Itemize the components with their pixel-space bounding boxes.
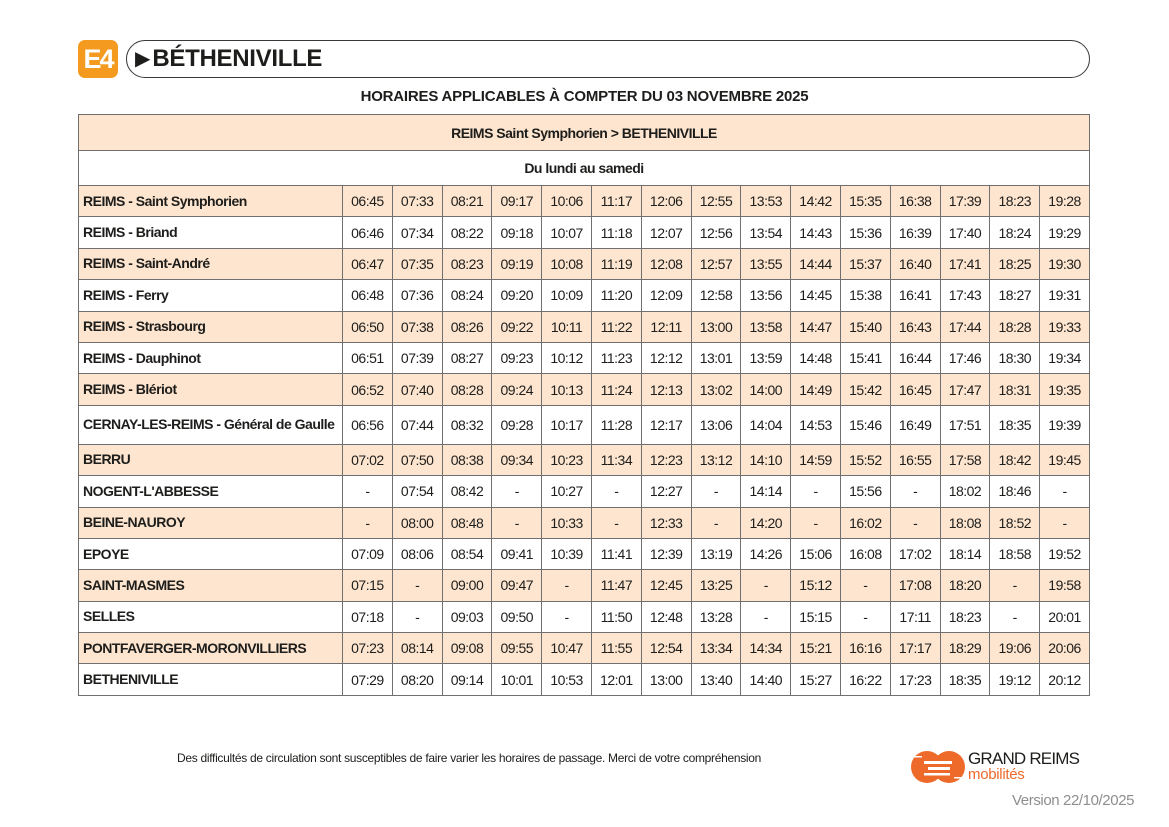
departure-time: 07:09 xyxy=(343,538,393,569)
departure-time: 07:39 xyxy=(392,342,442,373)
departure-time: 19:45 xyxy=(1040,444,1090,475)
departure-time: 08:24 xyxy=(442,280,492,311)
departure-time: 08:14 xyxy=(392,633,442,664)
departure-time: - xyxy=(840,570,890,601)
departure-time: 09:47 xyxy=(492,570,542,601)
departure-time: 18:42 xyxy=(990,444,1040,475)
departure-time: 19:06 xyxy=(990,633,1040,664)
departure-time: 12:09 xyxy=(641,280,691,311)
departure-time: 15:21 xyxy=(791,633,841,664)
stop-name: CERNAY-LES-REIMS - Général de Gaulle xyxy=(79,405,343,444)
departure-time: 06:46 xyxy=(343,217,393,248)
departure-time: 15:27 xyxy=(791,664,841,695)
table-row xyxy=(79,570,1090,601)
departure-time: 13:25 xyxy=(691,570,741,601)
departure-time: 12:56 xyxy=(691,217,741,248)
departure-time: 07:54 xyxy=(392,476,442,507)
departure-time: 12:17 xyxy=(641,405,691,444)
departure-time: 11:24 xyxy=(591,374,641,405)
table-row xyxy=(79,538,1090,569)
departure-time: 13:12 xyxy=(691,444,741,475)
departure-time: 14:14 xyxy=(741,476,791,507)
departure-time: 10:06 xyxy=(542,186,592,217)
departure-time: 15:36 xyxy=(840,217,890,248)
table-row xyxy=(79,248,1090,279)
departure-time: - xyxy=(392,570,442,601)
departure-time: 13:40 xyxy=(691,664,741,695)
departure-time: 07:15 xyxy=(343,570,393,601)
table-row xyxy=(79,405,1090,444)
departure-time: 08:22 xyxy=(442,217,492,248)
departure-time: 14:44 xyxy=(791,248,841,279)
departure-time: 09:14 xyxy=(442,664,492,695)
departure-time: 08:54 xyxy=(442,538,492,569)
departure-time: 14:00 xyxy=(741,374,791,405)
departure-time: 18:52 xyxy=(990,507,1040,538)
version-label: Version 22/10/2025 xyxy=(1012,792,1135,809)
departure-time: 13:58 xyxy=(741,311,791,342)
departure-time: 09:28 xyxy=(492,405,542,444)
departure-time: 14:45 xyxy=(791,280,841,311)
table-row xyxy=(79,311,1090,342)
departure-time: 17:02 xyxy=(890,538,940,569)
departure-time: 18:27 xyxy=(990,280,1040,311)
departure-time: 07:38 xyxy=(392,311,442,342)
stop-name: SELLES xyxy=(79,601,343,632)
departure-time: 19:58 xyxy=(1040,570,1090,601)
departure-time: 16:22 xyxy=(840,664,890,695)
table-row xyxy=(79,217,1090,248)
departure-time: 06:50 xyxy=(343,311,393,342)
grand-reims-logo-icon xyxy=(910,750,966,784)
departure-time: - xyxy=(591,476,641,507)
departure-time: 07:35 xyxy=(392,248,442,279)
departure-time: 16:40 xyxy=(890,248,940,279)
departure-time: - xyxy=(791,476,841,507)
departure-time: 10:01 xyxy=(492,664,542,695)
departure-time: 15:15 xyxy=(791,601,841,632)
stop-name: REIMS - Dauphinot xyxy=(79,342,343,373)
departure-time: - xyxy=(343,476,393,507)
departure-time: 19:34 xyxy=(1040,342,1090,373)
departure-time: 10:09 xyxy=(542,280,592,311)
table-row xyxy=(79,280,1090,311)
departure-time: 16:16 xyxy=(840,633,890,664)
stop-name: NOGENT-L'ABBESSE xyxy=(79,476,343,507)
table-row xyxy=(79,476,1090,507)
departure-time: 10:53 xyxy=(542,664,592,695)
departure-time: 17:58 xyxy=(940,444,990,475)
table-row xyxy=(79,664,1090,695)
departure-time: 18:58 xyxy=(990,538,1040,569)
departure-time: 08:23 xyxy=(442,248,492,279)
departure-time: 15:38 xyxy=(840,280,890,311)
departure-time: - xyxy=(542,570,592,601)
departure-time: 19:33 xyxy=(1040,311,1090,342)
departure-time: 07:44 xyxy=(392,405,442,444)
departure-time: 12:33 xyxy=(641,507,691,538)
departure-time: 08:48 xyxy=(442,507,492,538)
departure-time: 15:06 xyxy=(791,538,841,569)
departure-time: 11:55 xyxy=(591,633,641,664)
stop-name: EPOYE xyxy=(79,538,343,569)
departure-time: 10:12 xyxy=(542,342,592,373)
departure-time: - xyxy=(542,601,592,632)
departure-time: 07:34 xyxy=(392,217,442,248)
departure-time: - xyxy=(691,476,741,507)
departure-time: 13:00 xyxy=(641,664,691,695)
departure-time: 17:41 xyxy=(940,248,990,279)
departure-time: 07:23 xyxy=(343,633,393,664)
departure-time: 12:55 xyxy=(691,186,741,217)
departure-time: 12:12 xyxy=(641,342,691,373)
departure-time: 11:47 xyxy=(591,570,641,601)
departure-time: 17:17 xyxy=(890,633,940,664)
departure-time: 09:55 xyxy=(492,633,542,664)
departure-time: 11:34 xyxy=(591,444,641,475)
departure-time: 11:41 xyxy=(591,538,641,569)
timetable xyxy=(78,114,1090,696)
departure-time: 11:17 xyxy=(591,186,641,217)
departure-time: 18:23 xyxy=(990,186,1040,217)
departure-time: 07:18 xyxy=(343,601,393,632)
departure-time: 12:54 xyxy=(641,633,691,664)
table-row xyxy=(79,633,1090,664)
departure-time: 11:18 xyxy=(591,217,641,248)
departure-time: 14:48 xyxy=(791,342,841,373)
departure-time: 19:31 xyxy=(1040,280,1090,311)
departure-time: 10:27 xyxy=(542,476,592,507)
departure-time: 06:48 xyxy=(343,280,393,311)
departure-time: - xyxy=(791,507,841,538)
departure-time: 16:55 xyxy=(890,444,940,475)
grand-reims-logo xyxy=(910,750,1079,784)
departure-time: 14:53 xyxy=(791,405,841,444)
logo-sub-text: mobilités xyxy=(968,766,1025,783)
departure-time: 18:31 xyxy=(990,374,1040,405)
departure-time: - xyxy=(492,476,542,507)
table-row xyxy=(79,601,1090,632)
departure-time: 09:41 xyxy=(492,538,542,569)
departure-time: 18:20 xyxy=(940,570,990,601)
departure-time: 11:28 xyxy=(591,405,641,444)
departure-time: 15:12 xyxy=(791,570,841,601)
departure-time: 15:37 xyxy=(840,248,890,279)
departure-time: - xyxy=(840,601,890,632)
departure-time: 17:47 xyxy=(940,374,990,405)
departure-time: 11:23 xyxy=(591,342,641,373)
stop-name: REIMS - Briand xyxy=(79,217,343,248)
departure-time: 18:28 xyxy=(990,311,1040,342)
departure-time: 06:56 xyxy=(343,405,393,444)
logo-brand-text: GRAND REIMS xyxy=(968,749,1080,768)
departure-time: 16:49 xyxy=(890,405,940,444)
departure-time: 19:35 xyxy=(1040,374,1090,405)
departure-time: 17:44 xyxy=(940,311,990,342)
departure-time: 09:22 xyxy=(492,311,542,342)
departure-time: 14:40 xyxy=(741,664,791,695)
departure-time: 06:45 xyxy=(343,186,393,217)
departure-time: 08:38 xyxy=(442,444,492,475)
departure-time: 09:19 xyxy=(492,248,542,279)
departure-time: 13:34 xyxy=(691,633,741,664)
departure-time: 10:17 xyxy=(542,405,592,444)
departure-time: 12:11 xyxy=(641,311,691,342)
departure-time: 17:43 xyxy=(940,280,990,311)
departure-time: 16:39 xyxy=(890,217,940,248)
departure-time: 07:29 xyxy=(343,664,393,695)
departure-time: 12:08 xyxy=(641,248,691,279)
departure-time: 19:30 xyxy=(1040,248,1090,279)
departure-time: 14:49 xyxy=(791,374,841,405)
departure-time: 13:19 xyxy=(691,538,741,569)
departure-time: 12:07 xyxy=(641,217,691,248)
departure-time: 09:50 xyxy=(492,601,542,632)
departure-time: 13:00 xyxy=(691,311,741,342)
departure-time: 15:56 xyxy=(840,476,890,507)
departure-time: - xyxy=(1040,476,1090,507)
departure-time: 15:46 xyxy=(840,405,890,444)
departure-time: 11:22 xyxy=(591,311,641,342)
departure-time: 12:01 xyxy=(591,664,641,695)
departure-time: - xyxy=(990,570,1040,601)
departure-time: 09:17 xyxy=(492,186,542,217)
departure-time: - xyxy=(591,507,641,538)
stop-name: SAINT-MASMES xyxy=(79,570,343,601)
stop-name: REIMS - Strasbourg xyxy=(79,311,343,342)
line-badge: E4 xyxy=(78,40,118,78)
stop-name: REIMS - Blériot xyxy=(79,374,343,405)
departure-time: 19:52 xyxy=(1040,538,1090,569)
departure-time: 13:02 xyxy=(691,374,741,405)
departure-time: 19:39 xyxy=(1040,405,1090,444)
applicable-date: HORAIRES APPLICABLES À COMPTER DU 03 NOVEMBRE 2025 xyxy=(360,88,809,105)
departure-time: 06:52 xyxy=(343,374,393,405)
departure-time: 18:29 xyxy=(940,633,990,664)
play-icon: ▶ xyxy=(135,48,151,70)
departure-time: 14:43 xyxy=(791,217,841,248)
departure-time: 10:47 xyxy=(542,633,592,664)
departure-time: 16:43 xyxy=(890,311,940,342)
departure-time: - xyxy=(741,570,791,601)
departure-time: 10:08 xyxy=(542,248,592,279)
stop-name: REIMS - Saint-André xyxy=(79,248,343,279)
departure-time: 06:47 xyxy=(343,248,393,279)
departure-time: - xyxy=(890,476,940,507)
departure-time: 12:23 xyxy=(641,444,691,475)
departure-time: 13:53 xyxy=(741,186,791,217)
departure-time: 06:51 xyxy=(343,342,393,373)
stop-name: REIMS - Saint Symphorien xyxy=(79,186,343,217)
departure-time: 16:44 xyxy=(890,342,940,373)
departure-time: 18:08 xyxy=(940,507,990,538)
departure-time: 13:55 xyxy=(741,248,791,279)
departure-time: - xyxy=(741,601,791,632)
departure-time: 11:19 xyxy=(591,248,641,279)
departure-time: 10:33 xyxy=(542,507,592,538)
departure-time: - xyxy=(1040,507,1090,538)
departure-time: 17:46 xyxy=(940,342,990,373)
departure-time: 11:20 xyxy=(591,280,641,311)
departure-time: 14:10 xyxy=(741,444,791,475)
departure-time: 16:02 xyxy=(840,507,890,538)
departure-time: 07:33 xyxy=(392,186,442,217)
departure-time: - xyxy=(343,507,393,538)
route-title: REIMS Saint Symphorien > BETHENIVILLE xyxy=(79,115,1090,151)
disclaimer-note: Des difficultés de circulation sont susceptibles de faire varier les horaires de passage. Merci de votre compréhension xyxy=(177,751,762,765)
departure-time: 07:36 xyxy=(392,280,442,311)
departure-time: 14:47 xyxy=(791,311,841,342)
table-row xyxy=(79,507,1090,538)
departure-time: 16:38 xyxy=(890,186,940,217)
departure-time: 18:14 xyxy=(940,538,990,569)
departure-time: 19:29 xyxy=(1040,217,1090,248)
departure-time: 08:28 xyxy=(442,374,492,405)
departure-time: 18:25 xyxy=(990,248,1040,279)
departure-time: 09:20 xyxy=(492,280,542,311)
departure-time: 10:07 xyxy=(542,217,592,248)
departure-time: 20:06 xyxy=(1040,633,1090,664)
departure-time: 14:42 xyxy=(791,186,841,217)
stop-name: PONTFAVERGER-MORONVILLIERS xyxy=(79,633,343,664)
departure-time: 15:35 xyxy=(840,186,890,217)
departure-time: 18:24 xyxy=(990,217,1040,248)
stop-name: BEINE-NAUROY xyxy=(79,507,343,538)
departure-time: 11:50 xyxy=(591,601,641,632)
departure-time: 08:21 xyxy=(442,186,492,217)
departure-time: 10:39 xyxy=(542,538,592,569)
departure-time: 14:04 xyxy=(741,405,791,444)
departure-time: 13:54 xyxy=(741,217,791,248)
departure-time: 07:40 xyxy=(392,374,442,405)
departure-time: 13:01 xyxy=(691,342,741,373)
departure-time: 18:30 xyxy=(990,342,1040,373)
departure-time: 12:27 xyxy=(641,476,691,507)
service-days: Du lundi au samedi xyxy=(79,151,1090,186)
departure-time: 10:11 xyxy=(542,311,592,342)
departure-time: 20:12 xyxy=(1040,664,1090,695)
departure-time: - xyxy=(691,507,741,538)
departure-time: 17:39 xyxy=(940,186,990,217)
departure-time: 08:00 xyxy=(392,507,442,538)
departure-time: 12:13 xyxy=(641,374,691,405)
departure-time: 15:52 xyxy=(840,444,890,475)
departure-time: 15:40 xyxy=(840,311,890,342)
departure-time: 12:39 xyxy=(641,538,691,569)
stop-name: BETHENIVILLE xyxy=(79,664,343,695)
destination-header xyxy=(126,40,1090,78)
departure-time: 07:02 xyxy=(343,444,393,475)
departure-time: 09:08 xyxy=(442,633,492,664)
departure-time: 18:35 xyxy=(940,664,990,695)
departure-time: 08:06 xyxy=(392,538,442,569)
departure-time: 12:58 xyxy=(691,280,741,311)
departure-time: 13:06 xyxy=(691,405,741,444)
departure-time: 13:56 xyxy=(741,280,791,311)
departure-time: 17:08 xyxy=(890,570,940,601)
departure-time: 15:41 xyxy=(840,342,890,373)
departure-time: 20:01 xyxy=(1040,601,1090,632)
departure-time: 12:45 xyxy=(641,570,691,601)
table-row xyxy=(79,186,1090,217)
departure-time: 16:08 xyxy=(840,538,890,569)
departure-time: 15:42 xyxy=(840,374,890,405)
departure-time: 07:50 xyxy=(392,444,442,475)
stop-name: BERRU xyxy=(79,444,343,475)
departure-time: 09:23 xyxy=(492,342,542,373)
departure-time: 14:34 xyxy=(741,633,791,664)
departure-time: 17:40 xyxy=(940,217,990,248)
departure-time: 14:26 xyxy=(741,538,791,569)
table-row xyxy=(79,342,1090,373)
departure-time: 12:57 xyxy=(691,248,741,279)
departure-time: 08:20 xyxy=(392,664,442,695)
departure-time: 12:48 xyxy=(641,601,691,632)
departure-time: - xyxy=(890,507,940,538)
table-row xyxy=(79,374,1090,405)
departure-time: 17:23 xyxy=(890,664,940,695)
stops-list xyxy=(79,186,1090,696)
departure-time: - xyxy=(492,507,542,538)
departure-time: 16:41 xyxy=(890,280,940,311)
stop-name: REIMS - Ferry xyxy=(79,280,343,311)
destination-title: BÉTHENIVILLE xyxy=(152,45,323,72)
departure-time: 08:32 xyxy=(442,405,492,444)
departure-time: 18:23 xyxy=(940,601,990,632)
departure-time: 19:28 xyxy=(1040,186,1090,217)
departure-time: 12:06 xyxy=(641,186,691,217)
departure-time: 09:18 xyxy=(492,217,542,248)
departure-time: 14:59 xyxy=(791,444,841,475)
departure-time: 09:24 xyxy=(492,374,542,405)
departure-time: 14:20 xyxy=(741,507,791,538)
table-row xyxy=(79,444,1090,475)
departure-time: 08:42 xyxy=(442,476,492,507)
departure-time: 17:51 xyxy=(940,405,990,444)
departure-time: 17:11 xyxy=(890,601,940,632)
departure-time: 13:28 xyxy=(691,601,741,632)
departure-time: - xyxy=(990,601,1040,632)
departure-time: 09:03 xyxy=(442,601,492,632)
departure-time: 08:27 xyxy=(442,342,492,373)
departure-time: 09:00 xyxy=(442,570,492,601)
departure-time: 09:34 xyxy=(492,444,542,475)
departure-time: 16:45 xyxy=(890,374,940,405)
departure-time: 13:59 xyxy=(741,342,791,373)
departure-time: 18:46 xyxy=(990,476,1040,507)
departure-time: 10:23 xyxy=(542,444,592,475)
departure-time: - xyxy=(392,601,442,632)
departure-time: 19:12 xyxy=(990,664,1040,695)
departure-time: 18:02 xyxy=(940,476,990,507)
departure-time: 18:35 xyxy=(990,405,1040,444)
departure-time: 10:13 xyxy=(542,374,592,405)
departure-time: 08:26 xyxy=(442,311,492,342)
